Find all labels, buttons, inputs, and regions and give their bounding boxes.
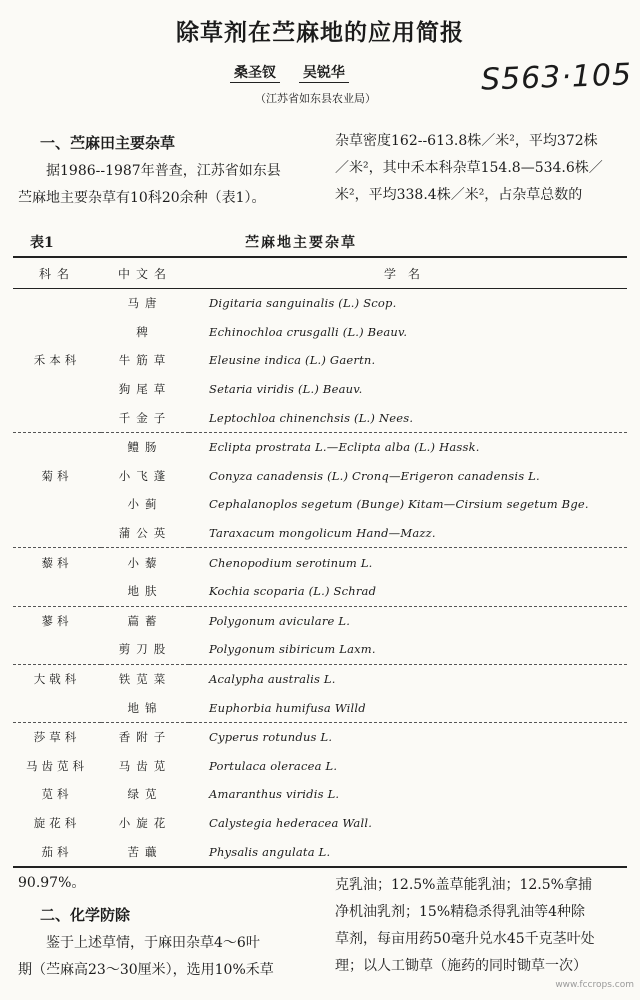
family-cell: 蓼科	[13, 606, 101, 635]
table-label: 表1	[30, 235, 54, 251]
table-row	[13, 548, 627, 577]
section2-right-line: 草剂，每亩用药50毫升兑水45千克茎叶处	[335, 931, 595, 947]
scientific-name-cell: Kochia scoparia (L.) Schrad	[209, 584, 377, 599]
scientific-name-cell: Eleusine indica (L.) Gaertn.	[209, 353, 376, 368]
table-row	[13, 722, 627, 751]
section2-left-line: 鉴于上述草情，于麻田杂草4～6叶	[46, 935, 260, 951]
section1-left-line: 苎麻地主要杂草有10科20余种（表1）。	[18, 190, 266, 206]
table-row	[13, 693, 627, 722]
scientific-name-cell: Acalypha australis L.	[189, 664, 627, 693]
section2-left-text	[18, 930, 318, 984]
family-cell: 藜科	[13, 548, 101, 577]
family-cell	[13, 289, 101, 318]
table-caption: 苎麻地主要杂草	[245, 235, 357, 251]
chinese-name-cell: 蒲公英	[118, 526, 172, 541]
affiliation: （江苏省如东县农业局）	[255, 92, 376, 105]
scientific-name-cell: Amaranthus viridis L.	[209, 787, 340, 802]
family-cell: 禾本科	[33, 353, 81, 368]
scientific-name-cell: Polygonum sibiricum Laxm.	[209, 642, 376, 657]
scientific-name-cell: Cyperus rotundus L.	[189, 722, 627, 751]
chinese-name-cell: 狗尾草	[118, 382, 172, 397]
table-row	[13, 519, 627, 548]
chinese-name-cell: 铁苋菜	[101, 664, 189, 693]
section2-right-line: 克乳油；12.5%盖草能乳油；12.5%拿捕	[335, 877, 592, 893]
watermark: www.fccrops.com	[555, 980, 634, 990]
family-cell	[13, 635, 101, 664]
handwritten-code: S563·105	[480, 57, 633, 98]
scientific-name-cell: Cephalanoplos segetum (Bunge) Kitam—Cirsium segetum Bge.	[209, 497, 589, 512]
section2-right-line: 净机油乳剂；15%精稳杀得乳油等4种除	[335, 904, 586, 920]
chinese-name-cell: 萹蓄	[101, 606, 189, 635]
family-cell	[13, 577, 101, 606]
scientific-name-cell: Portulaca oleracea L.	[209, 758, 338, 773]
family-cell: 旋花科	[33, 815, 81, 830]
table-row	[13, 318, 627, 347]
header-family: 科名	[13, 257, 101, 289]
table-row	[13, 809, 627, 838]
scientific-name-cell: Taraxacum mongolicum Hand—Mazz.	[209, 526, 436, 541]
chinese-name-cell: 地肤	[127, 584, 163, 599]
section1-right-line: 米²，平均338.4株／米²，占杂草总数的	[335, 187, 583, 203]
section1-left-text	[18, 158, 318, 212]
chinese-name-cell: 香附子	[101, 722, 189, 751]
table-row	[13, 780, 627, 809]
family-cell	[13, 318, 101, 347]
scientific-name-cell: Chenopodium serotinum L.	[189, 548, 627, 577]
table-row	[13, 635, 627, 664]
family-cell	[13, 490, 101, 519]
author-1: 桑圣钗	[230, 62, 280, 83]
scientific-name-cell: Echinochloa crusgalli (L.) Beauv.	[209, 324, 408, 339]
table-row	[13, 664, 627, 693]
chinese-name-cell: 稗	[136, 324, 154, 339]
table-row	[13, 490, 627, 519]
family-cell	[13, 375, 101, 404]
section1-heading: 一、苎麻田主要杂草	[40, 134, 176, 152]
table-row	[13, 432, 627, 461]
header-scientific-name: 学名	[189, 257, 627, 289]
section1-right-line: 杂草密度162--613.8株／米²，平均372株	[335, 133, 598, 149]
family-cell	[13, 693, 101, 722]
section1-continuation: 90.97%。	[18, 875, 86, 891]
author-2: 吴锐华	[299, 62, 349, 83]
scientific-name-cell: Physalis angulata L.	[189, 837, 627, 867]
chinese-name-cell: 小藜	[101, 548, 189, 577]
weed-table	[13, 256, 627, 868]
section2-right-line: 理；以人工锄草（施药的同时锄草一次）	[335, 958, 587, 974]
scientific-name-cell: Setaria viridis (L.) Beauv.	[209, 382, 363, 397]
section1-right-line: ／米²，其中禾本科杂草154.8—534.6株／	[335, 160, 603, 176]
weed-table-wrap	[13, 256, 627, 868]
table-row	[13, 752, 627, 781]
table-row	[13, 837, 627, 867]
section2-heading: 二、化学防除	[40, 906, 131, 924]
authors	[230, 62, 363, 83]
chinese-name-cell: 千金子	[118, 410, 172, 425]
scientific-name-cell: Leptochloa chinenchsis (L.) Nees.	[209, 410, 414, 425]
family-cell: 马齿苋科	[26, 758, 88, 773]
table-row	[13, 577, 627, 606]
chinese-name-cell: 小飞蓬	[118, 468, 172, 483]
family-cell	[13, 432, 101, 461]
scientific-name-cell: Digitaria sanguinalis (L.) Scop.	[209, 296, 397, 311]
chinese-name-cell: 牛筋草	[118, 353, 172, 368]
table-header-row	[13, 257, 627, 289]
family-cell: 菊科	[41, 468, 73, 483]
table-row	[13, 346, 627, 375]
scientific-name-cell: Conyza canadensis (L.) Cronq—Erigeron canadensis L.	[209, 468, 540, 483]
chinese-name-cell: 马唐	[127, 296, 163, 311]
table-row	[13, 289, 627, 318]
family-cell	[13, 519, 101, 548]
table-row	[13, 403, 627, 432]
section2-right-text	[335, 872, 635, 980]
table-row	[13, 462, 627, 491]
family-cell: 大戟科	[13, 664, 101, 693]
scientific-name-cell: Eclipta prostrata L.—Eclipta alba (L.) Hassk.	[189, 432, 627, 461]
family-cell	[13, 403, 101, 432]
family-cell: 莎草科	[13, 722, 101, 751]
family-cell: 茄科	[13, 837, 101, 867]
chinese-name-cell: 地锦	[127, 700, 163, 715]
scientific-name-cell: Polygonum aviculare L.	[189, 606, 627, 635]
section2-left-line: 期（苎麻高23～30厘米），选用10%禾草	[18, 962, 274, 978]
chinese-name-cell: 绿苋	[127, 787, 163, 802]
header-chinese-name: 中文名	[101, 257, 189, 289]
chinese-name-cell: 小蓟	[127, 497, 163, 512]
table-row	[13, 606, 627, 635]
chinese-name-cell: 鳢肠	[101, 432, 189, 461]
section1-right-text	[335, 128, 635, 209]
table-row	[13, 375, 627, 404]
scientific-name-cell: Calystegia hederacea Wall.	[209, 815, 373, 830]
section1-left-line: 据1986--1987年普查，江苏省如东县	[46, 163, 281, 179]
article-title: 除草剂在苎麻地的应用简报	[176, 19, 464, 46]
chinese-name-cell: 小旋花	[118, 815, 172, 830]
scientific-name-cell: Euphorbia humifusa Willd	[209, 700, 366, 715]
chinese-name-cell: 马齿苋	[118, 758, 172, 773]
chinese-name-cell: 剪刀股	[118, 642, 172, 657]
family-cell: 苋科	[41, 787, 73, 802]
chinese-name-cell: 苦蘵	[101, 837, 189, 867]
